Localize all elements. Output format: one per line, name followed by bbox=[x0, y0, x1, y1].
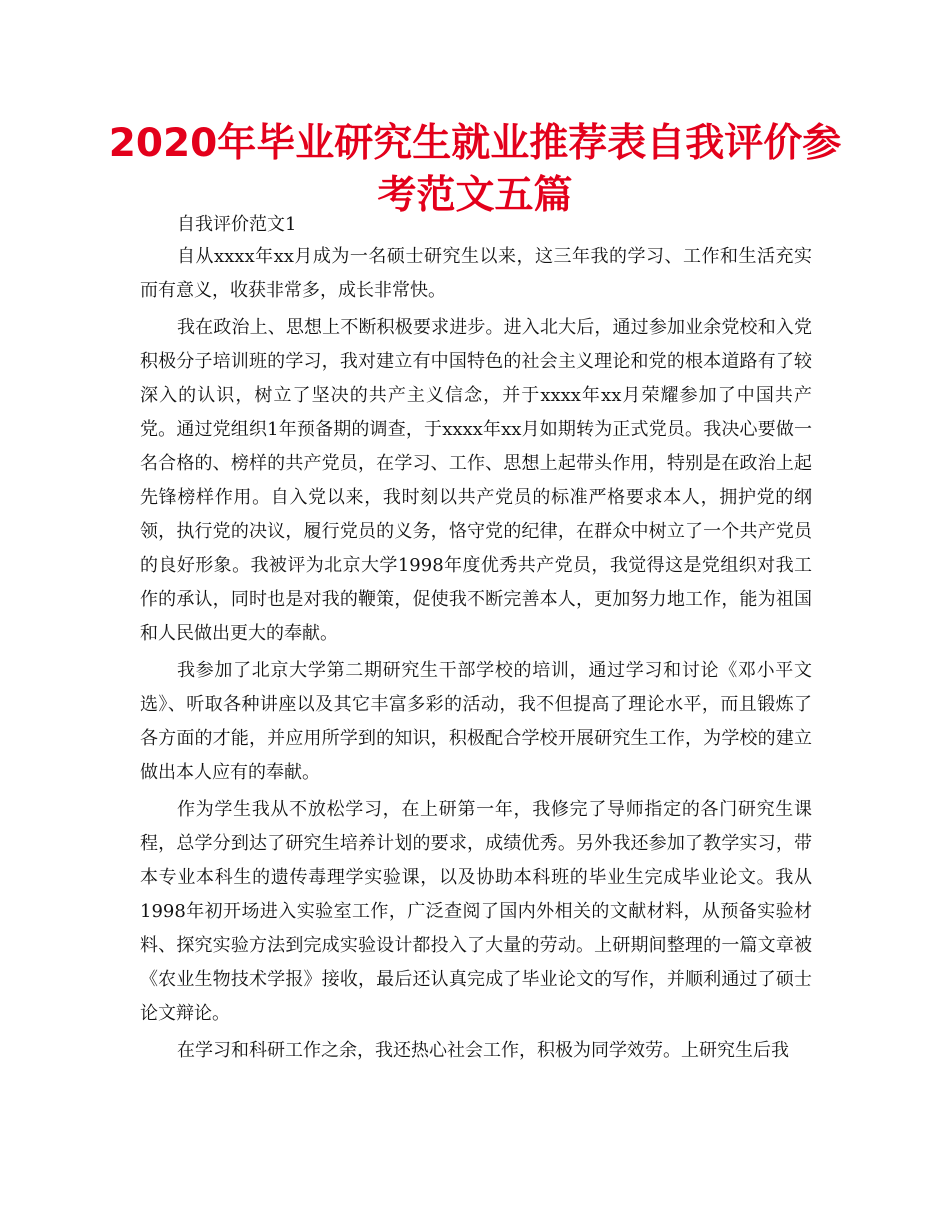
paragraph: 在学习和科研工作之余，我还热心社会工作，积极为同学效劳。上研究生后我 bbox=[177, 1040, 789, 1061]
document-title: 2020年毕业研究生就业推荐表自我评价参考范文五篇 bbox=[108, 121, 842, 218]
paragraph: 自从xxxx年xx月成为一名硕士研究生以来，这三年我的学习、工作和生活充实而有意义，收获非常多，成长非常快。 bbox=[140, 246, 812, 301]
paragraph: 我参加了北京大学第二期研究生干部学校的培训，通过学习和讨论《邓小平文选》、听取各种讲座以及其它丰富多彩的活动，我不但提高了理论水平，而且锻炼了各方面的才能，并应用所学到的知识，积极配合学校开展研究生工作，为学校的建立做出本人应有的奉献。 bbox=[140, 660, 812, 783]
paragraph: 作为学生我从不放松学习，在上研第一年，我修完了导师指定的各门研究生课程，总学分到达了研究生培养计划的要求，成绩优秀。另外我还参加了教学实习，带本专业本科生的遗传毒理学实验课，以及协助本科班的毕业生完成毕业论文。我从1998年初开场进入实验室工作，广泛查阅了国内外相关的文献材料，从预备实验材料、探究实验方法到完成实验设计都投入了大量的劳动。上研期间整理的一篇文章被《农业生物技术学报》接收，最后还认真完成了毕业论文的写作，并顺利通过了硕士论文辩论。 bbox=[140, 799, 812, 1024]
paragraph: 我在政治上、思想上不断积极要求进步。进入北大后，通过参加业余党校和入党积极分子培训班的学习，我对建立有中国特色的社会主义理论和党的根本道路有了较深入的认识，树立了坚决的共产主义信念，并于xxxx年xx月荣耀参加了中国共产党。通过党组织1年预备期的调查，于xxxx年xx月如期转为正式党员。我决心要做一名合格的、榜样的共产党员，在学习、工作、思想上起带头作用，特别是在政治上起先锋榜样作用。自入党以来，我时刻以共产党员的标准严格要求本人，拥护党的纲领，执行党的决议，履行党员的义务，恪守党的纪律，在群众中树立了一个共产党员的良好形象。我被评为北京大学1998年度优秀共产党员，我觉得这是党组织对我工作的承认，同时也是对我的鞭策，促使我不断完善本人，更加努力地工作，能为祖国和人民做出更大的奉献。 bbox=[140, 317, 812, 644]
section-label: 自我评价范文1 bbox=[177, 214, 297, 235]
document-body bbox=[140, 240, 812, 1071]
